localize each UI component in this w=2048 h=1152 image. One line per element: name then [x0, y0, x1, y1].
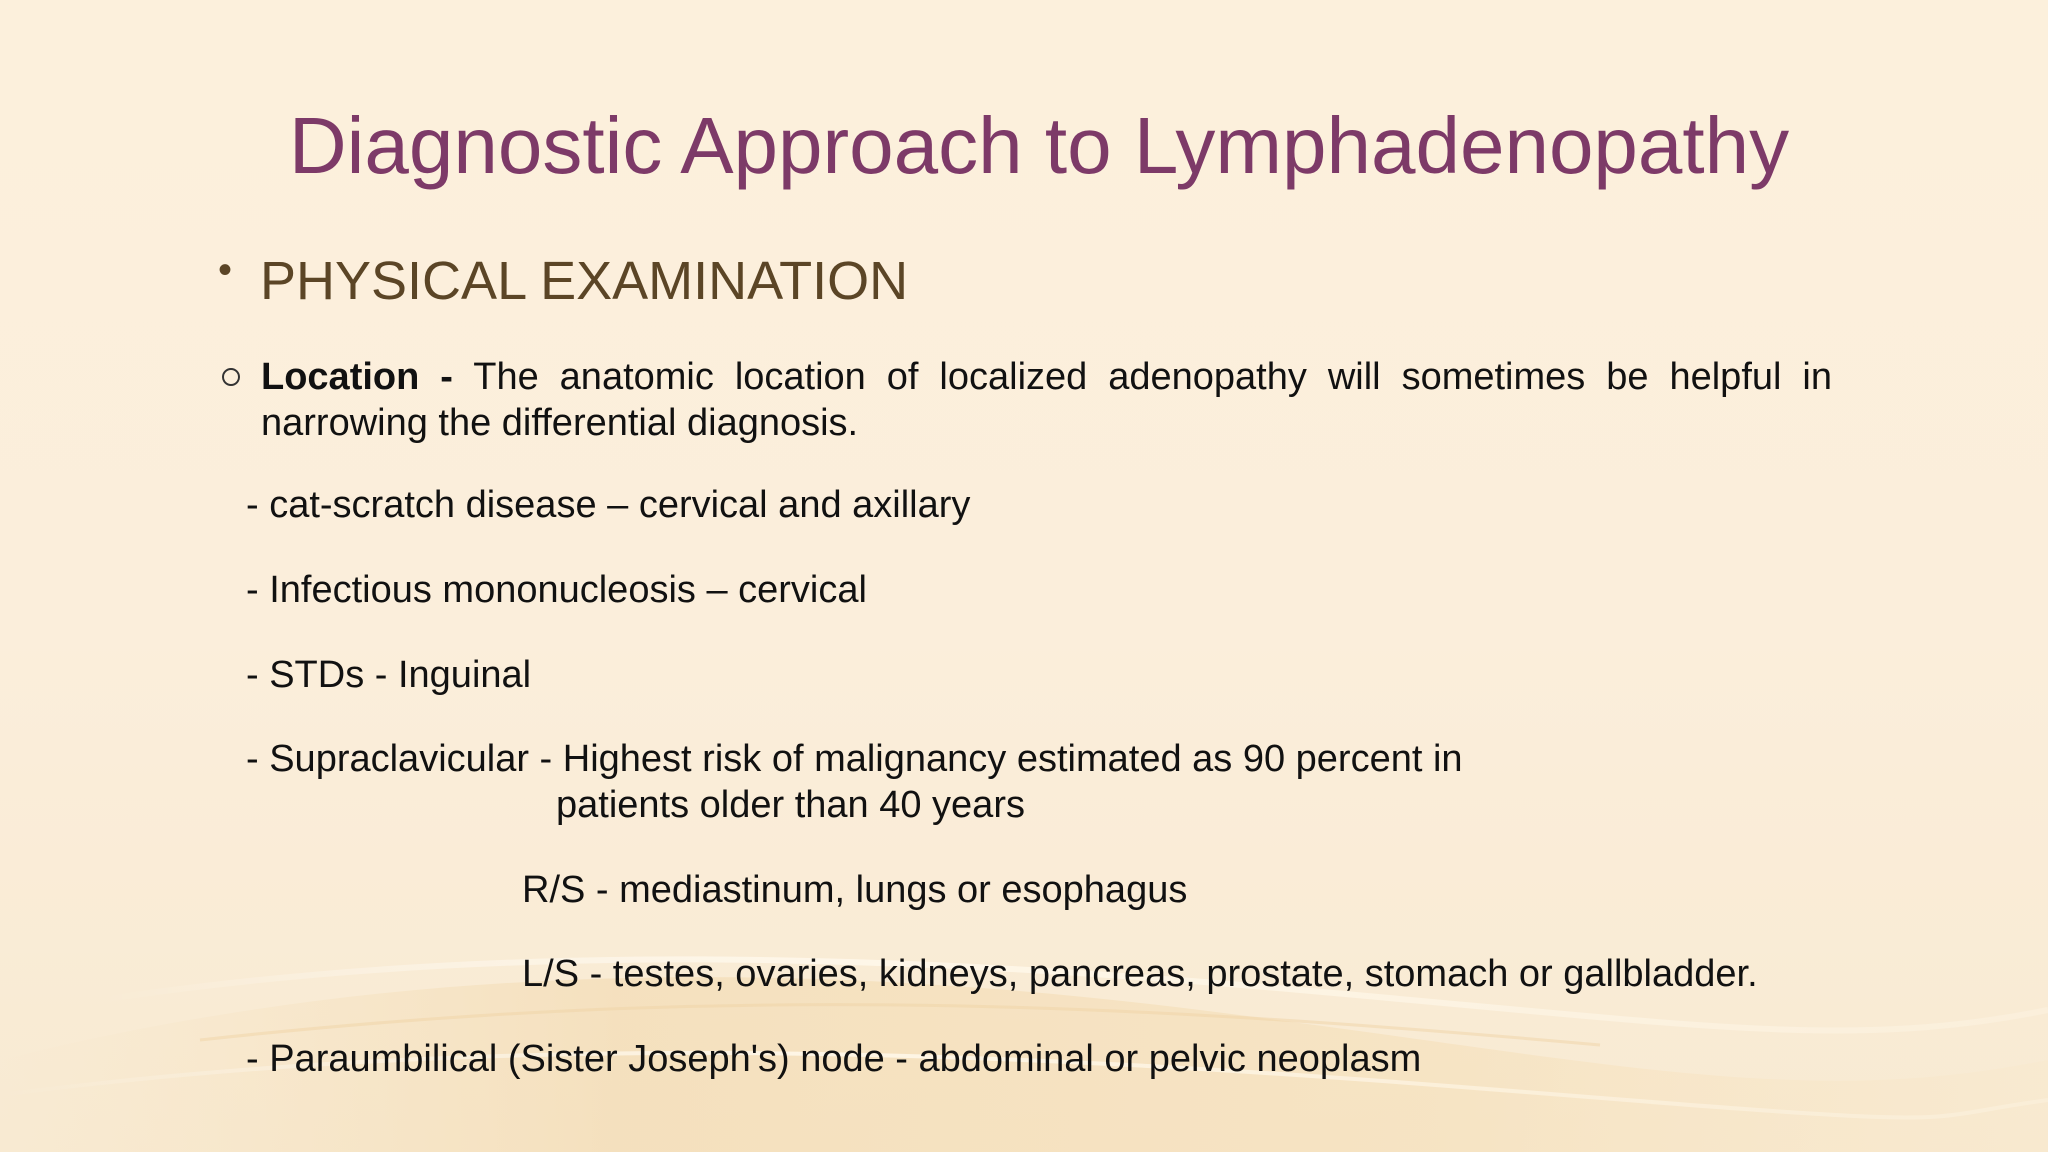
slide-title: Diagnostic Approach to Lymphadenopathy	[288, 101, 1790, 190]
item-cat-scratch: - cat-scratch disease – cervical and axillary	[246, 484, 971, 526]
section-heading-text: PHYSICAL EXAMINATION	[260, 251, 909, 311]
location-text: The anatomic location of localized adenopathy will sometimes be helpful in	[473, 356, 1832, 398]
item-right-side: R/S - mediastinum, lungs or esophagus	[522, 869, 1188, 911]
item-left-side: L/S - testes, ovaries, kidneys, pancreas, prostate, stomach or gallbladder.	[522, 953, 1758, 995]
circle-bullet-icon	[222, 368, 240, 386]
item-supraclavicular: - Supraclavicular - Highest risk of malignancy estimated as 90 percent in	[246, 738, 1463, 780]
item-supraclavicular-continued: patients older than 40 years	[556, 784, 1025, 826]
item-paraumbilical: - Paraumbilical (Sister Joseph's) node - abdominal or pelvic neoplasm	[246, 1038, 1422, 1080]
location-line-2: narrowing the differential diagnosis.	[261, 402, 859, 444]
item-mononucleosis: - Infectious mononucleosis – cervical	[246, 569, 867, 611]
bullet-icon: •	[218, 248, 233, 292]
item-stds: - STDs - Inguinal	[246, 654, 532, 696]
location-label: Location -	[261, 356, 453, 398]
location-line-1	[261, 356, 1832, 399]
